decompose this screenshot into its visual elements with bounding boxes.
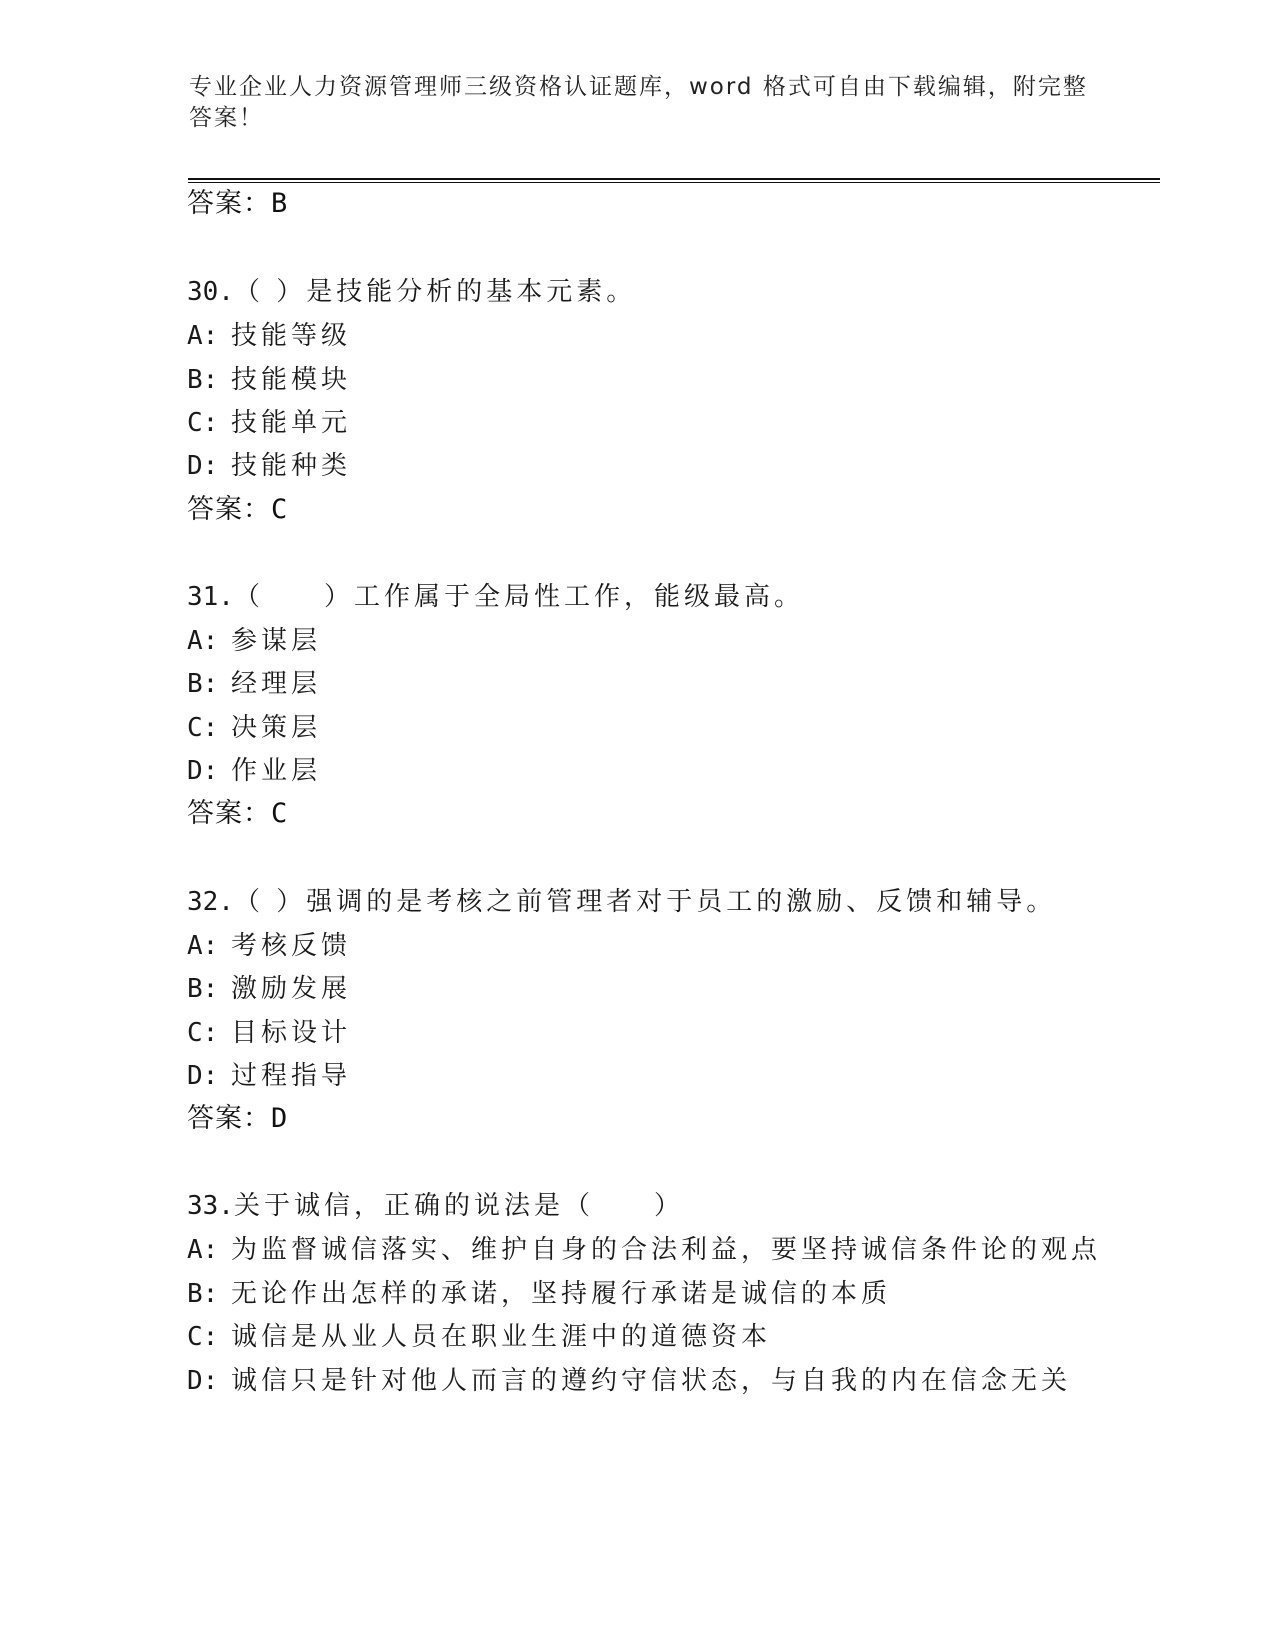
- option-30-d: [187, 449, 351, 483]
- option-letter: B:: [187, 365, 219, 395]
- option-letter: A:: [187, 321, 219, 351]
- answer-line-30: [187, 493, 288, 527]
- option-text: 诚信只是针对他人而言的遵约守信状态，与自我的内在信念无关: [231, 1366, 1072, 1396]
- option-text: 技能单元: [231, 408, 352, 438]
- option-letter: D:: [187, 1061, 219, 1091]
- answer-value: D: [271, 1103, 289, 1134]
- option-31-c: [187, 711, 321, 745]
- question-number: 33.: [187, 1191, 234, 1221]
- option-letter: C:: [187, 713, 219, 743]
- option-text: 目标设计: [231, 1018, 352, 1048]
- option-31-b: [187, 667, 321, 701]
- option-32-c: [187, 1016, 351, 1050]
- option-text: 技能种类: [231, 451, 352, 481]
- option-text: 无论作出怎样的承诺，坚持履行承诺是诚信的本质: [231, 1279, 892, 1309]
- answer-line-29: [187, 187, 288, 221]
- option-letter: C:: [187, 1018, 219, 1048]
- question-stem: （ ）是技能分析的基本元素。: [233, 277, 637, 307]
- option-letter: A:: [187, 626, 219, 656]
- option-text: 为监督诚信落实、维护自身的合法利益，要坚持诚信条件论的观点: [231, 1235, 1102, 1265]
- question-stem: （ ）强调的是考核之前管理者对于员工的激励、反馈和辅导。: [233, 887, 1057, 917]
- answer-line-32: [187, 1102, 288, 1136]
- option-text: 决策层: [231, 713, 322, 743]
- answer-line-31: [187, 797, 288, 831]
- option-text: 诚信是从业人员在职业生涯中的道德资本: [231, 1322, 772, 1352]
- question-number: 30.: [187, 277, 234, 307]
- option-33-b: [187, 1277, 891, 1311]
- option-32-b: [187, 972, 351, 1006]
- option-31-a: [187, 624, 321, 658]
- answer-label: 答案：: [187, 494, 271, 525]
- option-letter: C:: [187, 408, 219, 438]
- option-letter: D:: [187, 451, 219, 481]
- option-text: 技能等级: [231, 321, 352, 351]
- question-number: 31.: [187, 582, 234, 612]
- document-header: [189, 72, 1089, 134]
- option-32-a: [187, 929, 351, 963]
- answer-label: 答案：: [187, 798, 271, 829]
- header-rule-thick: [188, 178, 1160, 180]
- answer-value: C: [271, 494, 289, 525]
- option-text: 考核反馈: [231, 931, 352, 961]
- option-letter: C:: [187, 1322, 219, 1352]
- option-30-a: [187, 319, 351, 353]
- option-letter: A:: [187, 931, 219, 961]
- option-text: 过程指导: [231, 1061, 352, 1091]
- option-text: 参谋层: [231, 626, 322, 656]
- option-text: 经理层: [231, 669, 322, 699]
- question-33: [187, 1189, 684, 1223]
- option-letter: A:: [187, 1235, 219, 1265]
- option-letter: D:: [187, 1366, 219, 1396]
- option-33-a: [187, 1233, 1101, 1267]
- question-30: [187, 275, 636, 309]
- question-32: [187, 885, 1056, 919]
- option-text: 作业层: [231, 756, 322, 786]
- option-letter: B:: [187, 974, 219, 1004]
- question-number: 32.: [187, 887, 234, 917]
- header-rule-thin: [188, 182, 1160, 183]
- option-letter: B:: [187, 669, 219, 699]
- option-33-c: [187, 1320, 771, 1354]
- option-30-c: [187, 406, 351, 440]
- option-letter: B:: [187, 1279, 219, 1309]
- question-31: [187, 580, 804, 614]
- question-stem: 关于诚信，正确的说法是（ ）: [233, 1191, 684, 1221]
- option-30-b: [187, 363, 351, 397]
- answer-value: B: [271, 188, 289, 219]
- option-letter: D:: [187, 756, 219, 786]
- answer-value: C: [271, 798, 289, 829]
- option-33-d: [187, 1364, 1071, 1398]
- answer-label: 答案：: [187, 188, 271, 219]
- question-stem: （ ）工作属于全局性工作，能级最高。: [233, 582, 804, 612]
- option-32-d: [187, 1059, 351, 1093]
- header-text: 专业企业人力资源管理师三级资格认证题库，word 格式可自由下载编辑，附完整答案！: [189, 74, 1088, 131]
- option-31-d: [187, 754, 321, 788]
- answer-label: 答案：: [187, 1103, 271, 1134]
- option-text: 技能模块: [231, 365, 352, 395]
- option-text: 激励发展: [231, 974, 352, 1004]
